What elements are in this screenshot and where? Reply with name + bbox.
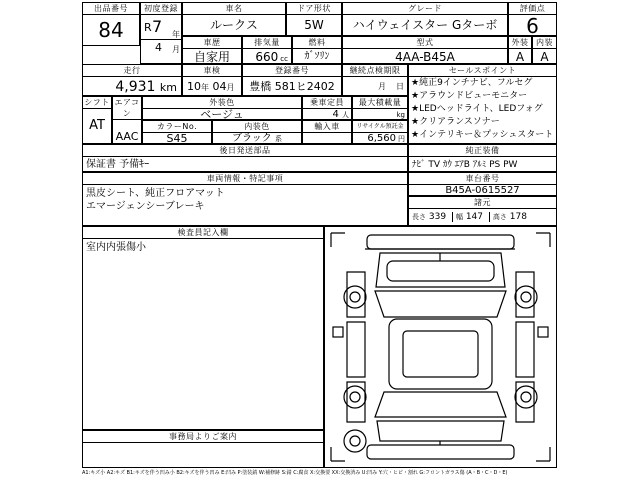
grade-box [342, 2, 508, 36]
interior-box [532, 36, 557, 64]
recycle-value: 6,560 [367, 133, 396, 144]
later-parts-value: 保証書 予備ｷｰ [86, 159, 150, 170]
chassis-label: 車台番号 [409, 173, 556, 185]
inspection-date-label: 車検 [183, 65, 241, 77]
sales-point-item: ★クリアランスソナー [411, 117, 500, 127]
colorno-value: S45 [166, 132, 188, 145]
color-box [142, 96, 302, 120]
score-value: 6 [526, 14, 539, 38]
registration-box [140, 2, 182, 64]
score-label: 評価点 [509, 3, 556, 15]
notes-line-1: 黒皮シート、純正フロアマット [86, 188, 225, 199]
notes-line-2: エマージェンシーブレーキ [86, 201, 205, 212]
recycle-unit: 円 [398, 135, 405, 143]
score-box [508, 2, 557, 36]
door-label: ドア形状 [287, 3, 341, 15]
sales-points-list [409, 77, 556, 142]
chassis-value: B45A-0615527 [445, 185, 520, 196]
inspection-notes-text: 室内内張傷小 [86, 242, 146, 253]
car-name-label: 車名 [183, 3, 285, 15]
year-value: 7 [152, 17, 163, 36]
chassis-box [408, 172, 557, 196]
recall-box [342, 64, 408, 96]
sales-point-item: ★純正9インチナビ、フルセグ [411, 78, 533, 88]
shift-box [82, 96, 112, 144]
intcolor-suffix: 系 [275, 135, 282, 143]
inspection-date-box [182, 64, 242, 96]
sales-points-label: セールスポイント [409, 65, 556, 77]
load-box [352, 96, 408, 120]
capacity-box [302, 96, 352, 120]
import-label: 輸入車 [303, 121, 351, 133]
intcolor-label: 内装色 [213, 121, 301, 133]
model-box [342, 36, 508, 64]
recall-month-unit: 月 [378, 82, 386, 91]
standard-equipment-label: 純正装備 [409, 145, 556, 157]
inspection-year: 10 [187, 80, 201, 93]
office-box [82, 430, 324, 468]
ac-value: AAC [115, 130, 139, 143]
recycle-label: リサイクル預託金 [353, 121, 407, 133]
sales-point-item: ★アラウンドビューモニター [411, 91, 528, 101]
grade-value: ハイウェイスター Gターボ [352, 18, 498, 32]
sales-points-box [408, 64, 557, 144]
plate-box [242, 64, 342, 96]
exterior-label: 外装 [509, 37, 531, 49]
cc-unit: cc [280, 55, 288, 63]
height-label: 高さ [492, 213, 507, 221]
color-label: 外装色 [143, 97, 301, 109]
fuel-box [292, 36, 342, 64]
recall-day-unit: 日 [396, 82, 404, 91]
era-value: R [144, 21, 152, 34]
sales-point-item: ★インテリキー＆プッシュスタート [411, 130, 554, 140]
plate-value: 豊橋 581ヒ2402 [249, 80, 335, 93]
dimensions-box [408, 196, 557, 226]
plate-label: 登録番号 [243, 65, 341, 77]
month-unit: 月 [172, 45, 180, 54]
lot-box [82, 2, 140, 46]
intcolor-box [212, 120, 302, 144]
shift-value: AT [89, 118, 105, 133]
length-label: 長さ [412, 213, 426, 221]
notes-box [82, 172, 408, 226]
recycle-box [352, 120, 408, 144]
interior-label: 内装 [533, 37, 556, 49]
use-box [182, 36, 242, 64]
import-box [302, 120, 352, 144]
load-unit: kg [396, 111, 405, 119]
model-value: 4AA-B45A [395, 50, 455, 64]
inspection-year-unit: 年 [201, 83, 209, 92]
lot-label: 出品番号 [83, 3, 139, 15]
mileage-unit: km [159, 81, 177, 94]
mileage-label: 走行 [83, 65, 181, 77]
fuel-value: ｶﾞｿﾘﾝ [304, 51, 330, 62]
standard-equipment-value: ﾅﾋﾞ TV ｶｳ ｴｱB ｱﾙﾐ PS PW [412, 160, 518, 170]
colorno-label: カラーNo. [143, 121, 211, 133]
fuel-label: 燃料 [293, 37, 341, 49]
shift-label: シフト [84, 98, 110, 107]
height-value: 178 [509, 212, 527, 222]
width-value: 147 [465, 212, 483, 222]
notes-label: 車両情報・特記事項 [83, 173, 407, 185]
car-diagram [325, 227, 556, 467]
inspection-notes-label: 検査員記入欄 [83, 227, 323, 239]
cc-label: 排気量 [243, 37, 291, 49]
door-value: 5W [304, 18, 324, 32]
standard-equipment-box [408, 144, 557, 172]
year-unit: 年 [172, 30, 180, 39]
color-value: ベージュ [200, 108, 244, 121]
inspection-month-unit: 月 [226, 83, 235, 92]
exterior-value: A [515, 50, 525, 64]
interior-value: A [540, 50, 549, 64]
exterior-box [508, 36, 532, 64]
recall-label: 継続点検期限 [343, 65, 407, 77]
car-name-box [182, 2, 286, 36]
cc-box [242, 36, 292, 64]
use-label: 車歴 [183, 37, 241, 49]
capacity-value: 4 [332, 109, 339, 120]
footer-legend: A1:キズ小 A2:キズ B1:キズを伴う凹み小 B2:キズを伴う凹み E:凹み P:塗装錆 W:補修跡 S:錆 C:腐食 X:交換要 XX:交換済み U:凹み Y:穴・ヒビ・割れ G:フロントガラス傷 (A・B・C・D・E) [82, 470, 508, 476]
ac-label: エアコン [114, 98, 140, 118]
dimensions-label: 諸元 [409, 197, 556, 209]
intcolor-value: ブラック [232, 133, 272, 144]
month-value: 4 [155, 41, 162, 54]
sales-point-item: ★LEDヘッドライト、LEDフォグ [411, 104, 543, 114]
lot-value: 84 [98, 18, 124, 42]
cc-value: 660 [255, 50, 279, 64]
capacity-unit: 人 [342, 111, 349, 119]
model-label: 型式 [343, 37, 507, 49]
office-label: 事務局よりご案内 [83, 431, 323, 443]
door-box [286, 2, 342, 36]
mileage-value: 4,931 [115, 79, 156, 95]
ac-box [112, 96, 142, 144]
capacity-label: 乗車定員 [303, 97, 351, 109]
load-label: 最大積載量 [353, 97, 407, 109]
colorno-box [142, 120, 212, 144]
inspection-notes-box [82, 226, 324, 430]
later-parts-label: 後日発送部品 [83, 145, 407, 157]
use-value: 自家用 [193, 50, 230, 64]
car-diagram-box [324, 226, 557, 468]
length-value: 339 [428, 212, 447, 222]
grade-label: グレード [343, 3, 507, 15]
mileage-box [82, 64, 182, 96]
later-parts-box [82, 144, 408, 172]
car-name-value: ルークス [210, 18, 258, 32]
width-label: 幅 [455, 213, 463, 221]
registration-label: 初度登録 [141, 3, 181, 15]
inspection-month: 04 [212, 80, 227, 93]
